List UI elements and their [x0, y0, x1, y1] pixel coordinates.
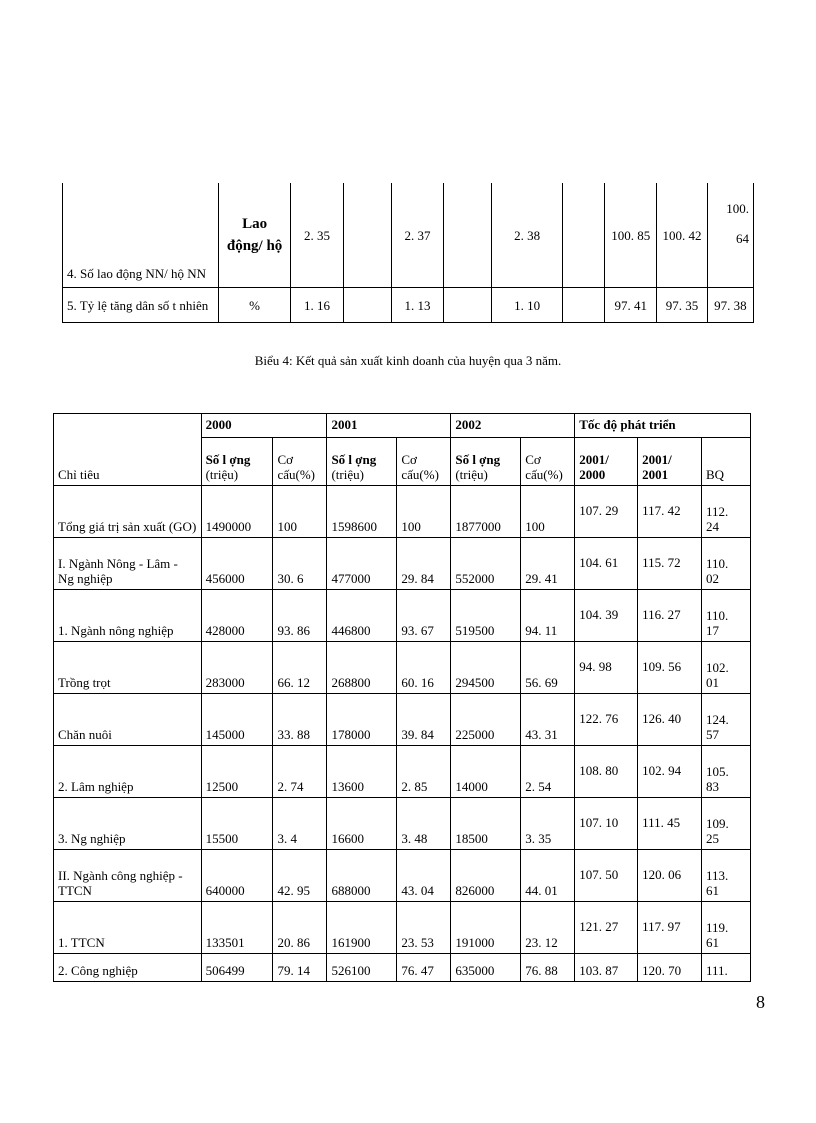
table-row: [54, 642, 751, 694]
cell-cc2000: 3. 4: [273, 798, 327, 850]
cell-g1: 107. 10: [575, 798, 638, 850]
cell-g2: 120. 70: [638, 954, 702, 982]
bq-part: 110.: [706, 608, 729, 623]
header-co-cau: [521, 438, 575, 486]
cell-g2: 117. 97: [638, 902, 702, 954]
cell-sl2001: 268800: [327, 642, 397, 694]
cell-sl2002: 635000: [451, 954, 521, 982]
header-text: Cơ: [401, 452, 417, 467]
header-text: cấu(%): [277, 467, 316, 482]
table-body: [54, 486, 751, 982]
cell-cc2001: 23. 53: [397, 902, 451, 954]
cell-g2: 102. 94: [638, 746, 702, 798]
header-text: cấu(%): [401, 467, 439, 482]
cell-g1: 108. 80: [575, 746, 638, 798]
header-text: 2000: [579, 467, 606, 482]
table-row: [54, 746, 751, 798]
header-chi-tieu: Chỉ tiêu: [54, 414, 202, 486]
cell-g1: 107. 29: [575, 486, 638, 538]
growth-bq: [707, 183, 753, 288]
table-row: [54, 902, 751, 954]
cell-cc2000: 33. 88: [273, 694, 327, 746]
bq-part: 61: [706, 883, 720, 898]
cell-cc2001: 43. 04: [397, 850, 451, 902]
row-label: Tổng giá trị sản xuất (GO): [54, 486, 202, 538]
bq-part: 110.: [706, 556, 729, 571]
cell-cc2000: 2. 74: [273, 746, 327, 798]
unit-cell: [218, 183, 290, 288]
growth-2: 97. 35: [657, 288, 707, 323]
bq-part: 111.: [706, 963, 728, 978]
empty-cell: [343, 183, 391, 288]
table-row: [54, 798, 751, 850]
table-row: [54, 538, 751, 590]
header-so-luong: [201, 438, 273, 486]
header-row: [54, 414, 751, 438]
cell-cc2001: 76. 47: [397, 954, 451, 982]
table-row: [54, 954, 751, 982]
cell-cc2002: 23. 12: [521, 902, 575, 954]
value-2001: 1. 13: [391, 288, 443, 323]
cell-sl2000: 506499: [201, 954, 273, 982]
page-number: 8: [756, 992, 765, 1012]
header-co-cau: [273, 438, 327, 486]
cell-cc2002: 3. 35: [521, 798, 575, 850]
cell-cc2002: 56. 69: [521, 642, 575, 694]
header-text: Số l ợng: [205, 452, 251, 467]
cell-sl2001: 688000: [327, 850, 397, 902]
cell-cc2000: 93. 86: [273, 590, 327, 642]
cell-sl2001: 1598600: [327, 486, 397, 538]
cell-sl2002: 826000: [451, 850, 521, 902]
empty-cell: [444, 183, 492, 288]
cell-sl2002: 1877000: [451, 486, 521, 538]
bq-part: 113.: [706, 868, 729, 883]
header-text: Cơ: [277, 452, 294, 467]
empty-cell: [444, 288, 492, 323]
header-text: Số l ợng: [455, 452, 501, 467]
cell-bq: [702, 642, 751, 694]
bq-part: 102.: [706, 660, 729, 675]
cell-cc2001: 93. 67: [397, 590, 451, 642]
cell-sl2000: 428000: [201, 590, 273, 642]
header-year-2002: 2002: [451, 414, 575, 438]
growth-1: 100. 85: [605, 183, 657, 288]
cell-cc2002: 29. 41: [521, 538, 575, 590]
row-label: Trồng trọt: [54, 642, 202, 694]
population-table: [62, 183, 754, 323]
cell-g1: 103. 87: [575, 954, 638, 982]
header-growth-1: [575, 438, 638, 486]
cell-sl2002: 18500: [451, 798, 521, 850]
bq-part: 83: [706, 779, 720, 794]
table-row: [54, 590, 751, 642]
cell-cc2001: 3. 48: [397, 798, 451, 850]
cell-sl2002: 519500: [451, 590, 521, 642]
bq-part: 01: [706, 675, 720, 690]
cell-bq: [702, 694, 751, 746]
cell-g2: 116. 27: [638, 590, 702, 642]
cell-cc2002: 100: [521, 486, 575, 538]
row-label: 5. Tỷ lệ tăng dân số t nhiên: [63, 288, 219, 323]
row-label: 2. Công nghiệp: [54, 954, 202, 982]
row-label: 3. Ng nghiệp: [54, 798, 202, 850]
bq-part: 124.: [706, 712, 729, 727]
growth-1: 97. 41: [605, 288, 657, 323]
header-so-luong: [327, 438, 397, 486]
cell-g2: 109. 56: [638, 642, 702, 694]
bq-part: 100.: [726, 201, 749, 216]
cell-cc2002: 76. 88: [521, 954, 575, 982]
header-text: (triệu): [455, 467, 488, 482]
value-2002: 1. 10: [492, 288, 562, 323]
cell-sl2000: 1490000: [201, 486, 273, 538]
cell-sl2002: 294500: [451, 642, 521, 694]
cell-g1: 122. 76: [575, 694, 638, 746]
cell-cc2000: 42. 95: [273, 850, 327, 902]
row-label: II. Ngành công nghiệp - TTCN: [54, 850, 202, 902]
cell-sl2002: 225000: [451, 694, 521, 746]
cell-sl2000: 456000: [201, 538, 273, 590]
cell-cc2002: 2. 54: [521, 746, 575, 798]
header-co-cau: [397, 438, 451, 486]
bq-part: 105.: [706, 764, 729, 779]
header-text: (triệu): [331, 467, 364, 482]
cell-cc2001: 100: [397, 486, 451, 538]
cell-g2: 126. 40: [638, 694, 702, 746]
table-caption: Biểu 4: Kết quả sản xuất kinh doanh của huyện qua 3 năm.: [254, 353, 562, 368]
growth-2: 100. 42: [657, 183, 707, 288]
bq-part: 02: [706, 571, 720, 586]
header-year-2000: 2000: [201, 414, 327, 438]
cell-sl2001: 178000: [327, 694, 397, 746]
table-row: [63, 288, 754, 323]
bq-part: 119.: [706, 920, 729, 935]
cell-sl2001: 477000: [327, 538, 397, 590]
cell-bq: [702, 590, 751, 642]
cell-g2: 115. 72: [638, 538, 702, 590]
row-label: Chăn nuôi: [54, 694, 202, 746]
cell-sl2001: 13600: [327, 746, 397, 798]
header-growth: Tốc độ phát triển: [575, 414, 751, 438]
cell-sl2001: 16600: [327, 798, 397, 850]
cell-sl2001: 161900: [327, 902, 397, 954]
unit-line: Lao: [242, 216, 268, 232]
header-text: 2001/: [579, 452, 609, 467]
value-2000: 1. 16: [291, 288, 343, 323]
cell-cc2001: 2. 85: [397, 746, 451, 798]
header-text: (triệu): [205, 467, 239, 482]
cell-sl2000: 640000: [201, 850, 273, 902]
cell-sl2000: 283000: [201, 642, 273, 694]
cell-cc2001: 29. 84: [397, 538, 451, 590]
cell-g2: 117. 42: [638, 486, 702, 538]
bq-part: 109.: [706, 816, 729, 831]
bq-part: 17: [706, 623, 720, 638]
row-label: 1. TTCN: [54, 902, 202, 954]
value-2002: 2. 38: [492, 183, 562, 288]
empty-cell: [343, 288, 391, 323]
cell-cc2000: 100: [273, 486, 327, 538]
cell-sl2002: 552000: [451, 538, 521, 590]
cell-cc2002: 94. 11: [521, 590, 575, 642]
header-text: Số l ợng: [331, 452, 377, 467]
cell-cc2001: 39. 84: [397, 694, 451, 746]
table-row: [54, 694, 751, 746]
cell-cc2002: 44. 01: [521, 850, 575, 902]
header-text: 2001/: [642, 452, 672, 467]
value-2001: 2. 37: [391, 183, 443, 288]
cell-sl2000: 15500: [201, 798, 273, 850]
unit-line: động/ hộ: [226, 238, 283, 254]
row-label: 1. Ngành nông nghiệp: [54, 590, 202, 642]
cell-bq: [702, 954, 751, 982]
cell-bq: [702, 798, 751, 850]
header-year-2001: 2001: [327, 414, 451, 438]
header-growth-2: [638, 438, 702, 486]
cell-sl2001: 446800: [327, 590, 397, 642]
cell-cc2000: 20. 86: [273, 902, 327, 954]
cell-bq: [702, 746, 751, 798]
cell-g1: 104. 61: [575, 538, 638, 590]
cell-sl2000: 145000: [201, 694, 273, 746]
cell-sl2000: 12500: [201, 746, 273, 798]
cell-g1: 107. 50: [575, 850, 638, 902]
cell-bq: [702, 850, 751, 902]
production-table: [53, 413, 751, 982]
cell-cc2000: 79. 14: [273, 954, 327, 982]
row-label: 4. Số lao động NN/ hộ NN: [63, 183, 219, 288]
bq-part: 57: [706, 727, 720, 742]
cell-g2: 111. 45: [638, 798, 702, 850]
empty-cell: [562, 183, 604, 288]
cell-sl2002: 191000: [451, 902, 521, 954]
bq-part: 24: [706, 519, 720, 534]
cell-bq: [702, 538, 751, 590]
table-row: [54, 850, 751, 902]
cell-sl2000: 133501: [201, 902, 273, 954]
header-bq: BQ: [702, 438, 751, 486]
header-text: cấu(%): [525, 467, 563, 482]
table-row: [54, 486, 751, 538]
bq-part: 112.: [706, 504, 729, 519]
cell-sl2001: 526100: [327, 954, 397, 982]
cell-cc2002: 43. 31: [521, 694, 575, 746]
empty-cell: [562, 288, 604, 323]
bq-part: 25: [706, 831, 720, 846]
cell-sl2002: 14000: [451, 746, 521, 798]
cell-g1: 121. 27: [575, 902, 638, 954]
cell-cc2001: 60. 16: [397, 642, 451, 694]
row-label: 2. Lâm nghiệp: [54, 746, 202, 798]
header-text: Cơ: [525, 452, 541, 467]
cell-g1: 94. 98: [575, 642, 638, 694]
bq-part: 61: [706, 935, 720, 950]
cell-g1: 104. 39: [575, 590, 638, 642]
bq-part: 64: [736, 231, 749, 246]
cell-bq: [702, 902, 751, 954]
row-label: I. Ngành Nông - Lâm - Ng nghiệp: [54, 538, 202, 590]
cell-cc2000: 30. 6: [273, 538, 327, 590]
growth-bq: 97. 38: [707, 288, 753, 323]
cell-cc2000: 66. 12: [273, 642, 327, 694]
unit-cell: %: [218, 288, 290, 323]
table-row: [63, 183, 754, 288]
cell-g2: 120. 06: [638, 850, 702, 902]
cell-bq: [702, 486, 751, 538]
header-text: 2001: [642, 467, 669, 482]
value-2000: 2. 35: [291, 183, 343, 288]
header-so-luong: [451, 438, 521, 486]
